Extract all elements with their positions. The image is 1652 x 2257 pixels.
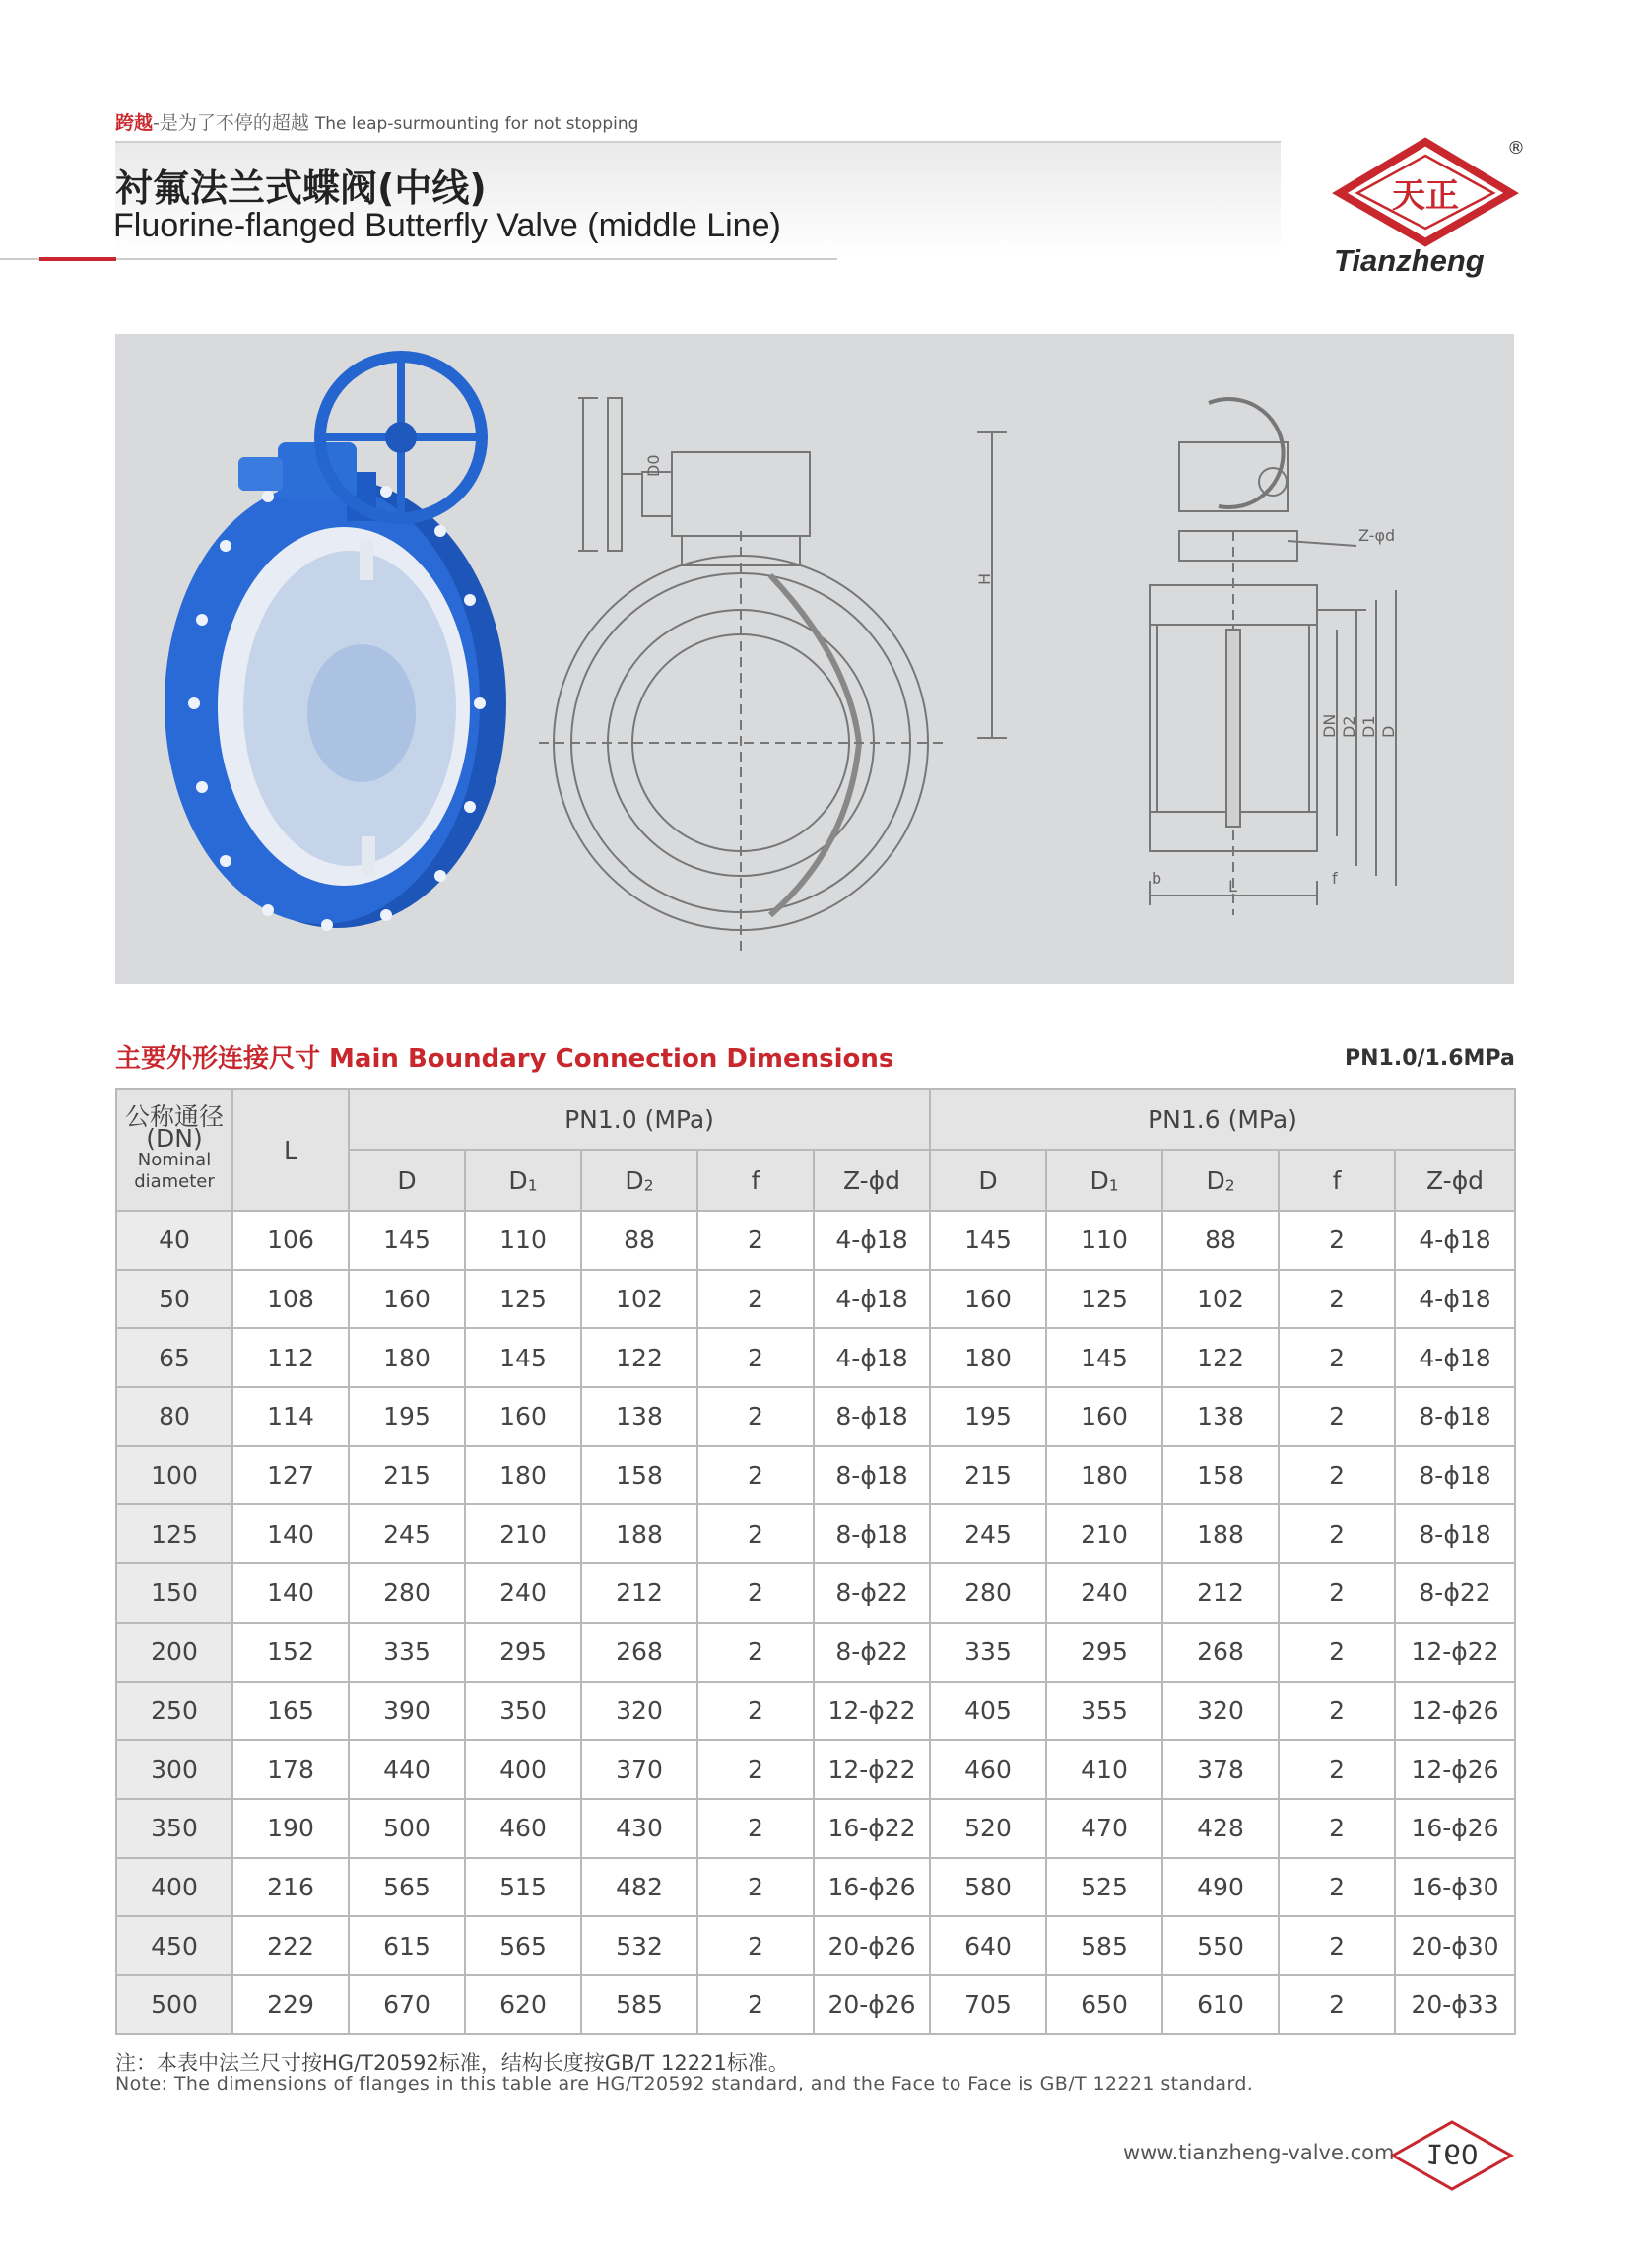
slogan bbox=[115, 108, 638, 135]
table-cell: 160 bbox=[1046, 1387, 1162, 1446]
table-cell: 2 bbox=[697, 1504, 814, 1563]
header-pn16-d2 bbox=[1162, 1150, 1279, 1211]
table-cell: 565 bbox=[349, 1858, 465, 1917]
table-cell: 12-ϕ22 bbox=[814, 1682, 930, 1741]
front-view-drawing bbox=[539, 398, 1007, 955]
label-d2: D2 bbox=[1340, 715, 1358, 738]
table-row bbox=[116, 1623, 1515, 1682]
table-row bbox=[116, 1682, 1515, 1741]
header-pn16-z bbox=[1395, 1150, 1515, 1211]
page-number: 160 bbox=[1425, 2138, 1479, 2170]
table-cell: 88 bbox=[581, 1211, 697, 1270]
table-cell: 195 bbox=[930, 1387, 1046, 1446]
table-row bbox=[116, 1975, 1515, 2034]
table-cell: 2 bbox=[697, 1740, 814, 1799]
table-cell: 355 bbox=[1046, 1682, 1162, 1741]
header-pn10-d1-text: D bbox=[508, 1165, 528, 1195]
table-cell: 268 bbox=[1162, 1623, 1279, 1682]
table-cell: 8-ϕ22 bbox=[814, 1623, 930, 1682]
table-cell: 320 bbox=[581, 1682, 697, 1741]
table-cell: 2 bbox=[1279, 1975, 1395, 2034]
table-cell: 150 bbox=[116, 1563, 232, 1623]
table-cell: 400 bbox=[465, 1740, 581, 1799]
table-cell: 108 bbox=[232, 1270, 349, 1329]
table-cell: 12-ϕ22 bbox=[1395, 1623, 1515, 1682]
table-cell: 8-ϕ22 bbox=[1395, 1563, 1515, 1623]
title-accent bbox=[39, 257, 116, 261]
table-cell: 4-ϕ18 bbox=[1395, 1211, 1515, 1270]
header-l: L bbox=[232, 1089, 349, 1211]
table-cell: 122 bbox=[581, 1328, 697, 1387]
table-cell: 525 bbox=[1046, 1858, 1162, 1917]
table-cell: 16-ϕ26 bbox=[814, 1858, 930, 1917]
table-cell: 180 bbox=[1046, 1446, 1162, 1505]
header-pn16-d1-text: D bbox=[1090, 1165, 1109, 1195]
table-cell: 2 bbox=[1279, 1740, 1395, 1799]
table-cell: 8-ϕ18 bbox=[1395, 1504, 1515, 1563]
label-d0: D0 bbox=[644, 454, 663, 477]
table-cell: 2 bbox=[1279, 1799, 1395, 1858]
table-cell: 8-ϕ18 bbox=[1395, 1387, 1515, 1446]
title-underline bbox=[0, 258, 837, 260]
table-cell: 222 bbox=[232, 1916, 349, 1975]
table-cell: 640 bbox=[930, 1916, 1046, 1975]
table-cell: 190 bbox=[232, 1799, 349, 1858]
page-title-cn: 衬氟法兰式蝶阀(中线) bbox=[115, 166, 487, 210]
table-cell: 335 bbox=[930, 1623, 1046, 1682]
table-cell: 200 bbox=[116, 1623, 232, 1682]
table-cell: 110 bbox=[1046, 1211, 1162, 1270]
header-pn16-z-text: Z-ϕd bbox=[1425, 1165, 1485, 1195]
table-row bbox=[116, 1799, 1515, 1858]
table-cell: 585 bbox=[581, 1975, 697, 2034]
table-cell: 216 bbox=[232, 1858, 349, 1917]
table-cell: 195 bbox=[349, 1387, 465, 1446]
table-cell: 125 bbox=[1046, 1270, 1162, 1329]
header-pn16-d-text: D bbox=[978, 1165, 998, 1195]
table-cell: 295 bbox=[465, 1623, 581, 1682]
registered-mark: ® bbox=[1507, 138, 1525, 159]
table-row bbox=[116, 1328, 1515, 1387]
table-body bbox=[116, 1211, 1515, 2034]
table-cell: 2 bbox=[697, 1975, 814, 2034]
table-cell: 350 bbox=[116, 1799, 232, 1858]
table-cell: 428 bbox=[1162, 1799, 1279, 1858]
table-cell: 145 bbox=[930, 1211, 1046, 1270]
header-pn10-d-text: D bbox=[397, 1165, 417, 1195]
header-pn10-d bbox=[349, 1150, 465, 1211]
table-cell: 16-ϕ22 bbox=[814, 1799, 930, 1858]
table-cell: 240 bbox=[465, 1563, 581, 1623]
table-cell: 20-ϕ26 bbox=[814, 1975, 930, 2034]
table-cell: 482 bbox=[581, 1858, 697, 1917]
slogan-en: The leap-surmounting for not stopping bbox=[314, 114, 639, 134]
header-dn-code: (DN) bbox=[146, 1124, 203, 1153]
table-cell: 2 bbox=[1279, 1682, 1395, 1741]
table-cell: 20-ϕ30 bbox=[1395, 1916, 1515, 1975]
table-cell: 8-ϕ18 bbox=[814, 1446, 930, 1505]
table-cell: 2 bbox=[697, 1916, 814, 1975]
table-cell: 440 bbox=[349, 1740, 465, 1799]
table-cell: 532 bbox=[581, 1916, 697, 1975]
brand-logo bbox=[1332, 136, 1525, 244]
header-dn-en1: Nominal bbox=[137, 1150, 212, 1170]
table-cell: 2 bbox=[1279, 1270, 1395, 1329]
side-view-drawing bbox=[1150, 399, 1398, 915]
table-cell: 80 bbox=[116, 1387, 232, 1446]
table-cell: 20-ϕ26 bbox=[814, 1916, 930, 1975]
header-dn-en2: diameter bbox=[134, 1171, 215, 1192]
table-cell: 370 bbox=[581, 1740, 697, 1799]
table-cell: 188 bbox=[581, 1504, 697, 1563]
header-pn16-d1 bbox=[1046, 1150, 1162, 1211]
table-cell: 410 bbox=[1046, 1740, 1162, 1799]
table-cell: 378 bbox=[1162, 1740, 1279, 1799]
table-cell: 670 bbox=[349, 1975, 465, 2034]
table-cell: 8-ϕ18 bbox=[814, 1504, 930, 1563]
valve-photo bbox=[165, 357, 506, 931]
table-row bbox=[116, 1211, 1515, 1270]
table-cell: 50 bbox=[116, 1270, 232, 1329]
table-cell: 138 bbox=[1162, 1387, 1279, 1446]
table-cell: 138 bbox=[581, 1387, 697, 1446]
header-pn10: PN1.0 (MPa) bbox=[349, 1089, 930, 1150]
table-cell: 8-ϕ18 bbox=[814, 1387, 930, 1446]
table-row bbox=[116, 1858, 1515, 1917]
table-cell: 229 bbox=[232, 1975, 349, 2034]
table-cell: 112 bbox=[232, 1328, 349, 1387]
table-row bbox=[116, 1563, 1515, 1623]
table-cell: 110 bbox=[465, 1211, 581, 1270]
table-cell: 240 bbox=[1046, 1563, 1162, 1623]
header-pn16: PN1.6 (MPa) bbox=[930, 1089, 1515, 1150]
header-pn16-d bbox=[930, 1150, 1046, 1211]
table-cell: 2 bbox=[1279, 1328, 1395, 1387]
table-cell: 430 bbox=[581, 1799, 697, 1858]
header-pn16-d2-subscript: 2 bbox=[1224, 1176, 1235, 1195]
header-pn10-d2-subscript: 2 bbox=[643, 1176, 654, 1195]
table-cell: 500 bbox=[116, 1975, 232, 2034]
table-cell: 405 bbox=[930, 1682, 1046, 1741]
table-cell: 4-ϕ18 bbox=[814, 1270, 930, 1329]
table-cell: 160 bbox=[465, 1387, 581, 1446]
table-cell: 615 bbox=[349, 1916, 465, 1975]
table-cell: 705 bbox=[930, 1975, 1046, 2034]
table-row bbox=[116, 1740, 1515, 1799]
dimensions-table bbox=[115, 1088, 1516, 2035]
table-cell: 2 bbox=[697, 1563, 814, 1623]
table-cell: 145 bbox=[1046, 1328, 1162, 1387]
table-cell: 16-ϕ30 bbox=[1395, 1858, 1515, 1917]
table-cell: 180 bbox=[930, 1328, 1046, 1387]
table-cell: 40 bbox=[116, 1211, 232, 1270]
table-cell: 125 bbox=[116, 1504, 232, 1563]
table-cell: 114 bbox=[232, 1387, 349, 1446]
table-cell: 2 bbox=[697, 1446, 814, 1505]
table-row bbox=[116, 1270, 1515, 1329]
table-cell: 320 bbox=[1162, 1682, 1279, 1741]
table-cell: 300 bbox=[116, 1740, 232, 1799]
table-cell: 268 bbox=[581, 1623, 697, 1682]
table-cell: 2 bbox=[697, 1682, 814, 1741]
product-image-panel bbox=[115, 334, 1514, 984]
table-cell: 2 bbox=[1279, 1446, 1395, 1505]
table-cell: 280 bbox=[349, 1563, 465, 1623]
table-cell: 158 bbox=[581, 1446, 697, 1505]
table-cell: 8-ϕ18 bbox=[1395, 1446, 1515, 1505]
table-cell: 460 bbox=[930, 1740, 1046, 1799]
table-cell: 2 bbox=[1279, 1563, 1395, 1623]
valve-illustrations bbox=[115, 334, 1514, 984]
table-cell: 215 bbox=[349, 1446, 465, 1505]
table-cell: 145 bbox=[465, 1328, 581, 1387]
header-pn10-d1 bbox=[465, 1150, 581, 1211]
header-pn16-d2-text: D bbox=[1206, 1165, 1225, 1195]
table-cell: 580 bbox=[930, 1858, 1046, 1917]
logo-chars: 天正 bbox=[1392, 176, 1459, 216]
header-pn10-z bbox=[814, 1150, 930, 1211]
table-cell: 400 bbox=[116, 1858, 232, 1917]
table-cell: 4-ϕ18 bbox=[814, 1211, 930, 1270]
table-cell: 140 bbox=[232, 1563, 349, 1623]
table-cell: 390 bbox=[349, 1682, 465, 1741]
table-cell: 2 bbox=[697, 1799, 814, 1858]
table-cell: 295 bbox=[1046, 1623, 1162, 1682]
table-cell: 335 bbox=[349, 1623, 465, 1682]
table-row bbox=[116, 1504, 1515, 1563]
table-cell: 160 bbox=[930, 1270, 1046, 1329]
header-dn bbox=[116, 1089, 232, 1211]
slogan-cn: -是为了不停的超越 bbox=[153, 112, 309, 134]
table-cell: 2 bbox=[697, 1858, 814, 1917]
table-cell: 490 bbox=[1162, 1858, 1279, 1917]
table-cell: 2 bbox=[697, 1387, 814, 1446]
table-cell: 650 bbox=[1046, 1975, 1162, 2034]
table-cell: 12-ϕ26 bbox=[1395, 1740, 1515, 1799]
table-row bbox=[116, 1446, 1515, 1505]
note-en: Note: The dimensions of flanges in this table are HG/T20592 standard, and the Face to Face is GB/T 12221 standard. bbox=[115, 2073, 1254, 2094]
table-cell: 450 bbox=[116, 1916, 232, 1975]
table-cell: 245 bbox=[349, 1504, 465, 1563]
header-pn10-z-text: Z-ϕd bbox=[842, 1165, 901, 1195]
table-cell: 2 bbox=[697, 1328, 814, 1387]
table-cell: 145 bbox=[349, 1211, 465, 1270]
table-cell: 178 bbox=[232, 1740, 349, 1799]
brand-name: Tianzheng bbox=[1334, 243, 1485, 278]
table-cell: 102 bbox=[581, 1270, 697, 1329]
table-cell: 180 bbox=[349, 1328, 465, 1387]
header-pn16-f-text: f bbox=[1332, 1165, 1342, 1195]
table-cell: 12-ϕ22 bbox=[814, 1740, 930, 1799]
table-cell: 158 bbox=[1162, 1446, 1279, 1505]
table-cell: 180 bbox=[465, 1446, 581, 1505]
header-pn16-f bbox=[1279, 1150, 1395, 1211]
table-cell: 125 bbox=[465, 1270, 581, 1329]
label-b: b bbox=[1152, 869, 1162, 888]
table-cell: 140 bbox=[232, 1504, 349, 1563]
table-cell: 102 bbox=[1162, 1270, 1279, 1329]
table-cell: 585 bbox=[1046, 1916, 1162, 1975]
table-cell: 2 bbox=[1279, 1858, 1395, 1917]
table-cell: 250 bbox=[116, 1682, 232, 1741]
header-pn10-d1-subscript: 1 bbox=[527, 1176, 538, 1195]
label-f: f bbox=[1332, 869, 1338, 888]
table-row bbox=[116, 1387, 1515, 1446]
label-z-phi-d: Z-φd bbox=[1358, 526, 1396, 545]
header-pn10-d2 bbox=[581, 1150, 697, 1211]
table-cell: 2 bbox=[697, 1270, 814, 1329]
table-cell: 2 bbox=[1279, 1504, 1395, 1563]
label-l: L bbox=[1228, 877, 1237, 896]
table-cell: 212 bbox=[581, 1563, 697, 1623]
table-row bbox=[116, 1916, 1515, 1975]
table-cell: 2 bbox=[1279, 1623, 1395, 1682]
section-title: 主要外形连接尺寸 Main Boundary Connection Dimensions bbox=[115, 1044, 894, 1074]
table-cell: 212 bbox=[1162, 1563, 1279, 1623]
slogan-red: 跨越 bbox=[115, 112, 154, 134]
table-cell: 620 bbox=[465, 1975, 581, 2034]
table-cell: 122 bbox=[1162, 1328, 1279, 1387]
table-cell: 460 bbox=[465, 1799, 581, 1858]
header-pn10-d2-text: D bbox=[625, 1165, 644, 1195]
table-cell: 4-ϕ18 bbox=[1395, 1328, 1515, 1387]
table-cell: 20-ϕ33 bbox=[1395, 1975, 1515, 2034]
table-cell: 2 bbox=[1279, 1211, 1395, 1270]
header-pn16-d1-subscript: 1 bbox=[1108, 1176, 1119, 1195]
pressure-rating: PN1.0/1.6MPa bbox=[1345, 1046, 1515, 1071]
table-cell: 2 bbox=[697, 1211, 814, 1270]
table-cell: 500 bbox=[349, 1799, 465, 1858]
table-cell: 165 bbox=[232, 1682, 349, 1741]
website-link[interactable]: www.tianzheng-valve.com bbox=[1123, 2141, 1395, 2164]
label-d: D bbox=[1379, 725, 1398, 738]
table-cell: 152 bbox=[232, 1623, 349, 1682]
table-cell: 520 bbox=[930, 1799, 1046, 1858]
table-cell: 350 bbox=[465, 1682, 581, 1741]
table-cell: 106 bbox=[232, 1211, 349, 1270]
table-cell: 88 bbox=[1162, 1211, 1279, 1270]
table-cell: 550 bbox=[1162, 1916, 1279, 1975]
table-cell: 565 bbox=[465, 1916, 581, 1975]
table-cell: 515 bbox=[465, 1858, 581, 1917]
table-cell: 280 bbox=[930, 1563, 1046, 1623]
table-cell: 2 bbox=[697, 1623, 814, 1682]
note-cn: 注：本表中法兰尺寸按HG/T20592标准，结构长度按GB/T 12221标准。 bbox=[115, 2051, 789, 2075]
table-cell: 215 bbox=[930, 1446, 1046, 1505]
table-cell: 610 bbox=[1162, 1975, 1279, 2034]
page-title-en: Fluorine-flanged Butterfly Valve (middle Line) bbox=[113, 207, 781, 244]
table-cell: 2 bbox=[1279, 1387, 1395, 1446]
header-dn-cn: 公称通径 bbox=[124, 1102, 224, 1131]
table-cell: 160 bbox=[349, 1270, 465, 1329]
label-dn: DN bbox=[1320, 713, 1339, 738]
header-pn10-f-text: f bbox=[751, 1165, 760, 1195]
table-cell: 12-ϕ26 bbox=[1395, 1682, 1515, 1741]
table-cell: 8-ϕ22 bbox=[814, 1563, 930, 1623]
table-cell: 188 bbox=[1162, 1504, 1279, 1563]
label-h: H bbox=[975, 572, 994, 585]
table-cell: 100 bbox=[116, 1446, 232, 1505]
label-d1: D1 bbox=[1359, 715, 1378, 738]
table-cell: 4-ϕ18 bbox=[1395, 1270, 1515, 1329]
table-cell: 470 bbox=[1046, 1799, 1162, 1858]
table-cell: 210 bbox=[465, 1504, 581, 1563]
header-pn10-f bbox=[697, 1150, 814, 1211]
table-cell: 127 bbox=[232, 1446, 349, 1505]
table-cell: 16-ϕ26 bbox=[1395, 1799, 1515, 1858]
table-cell: 2 bbox=[1279, 1916, 1395, 1975]
table-cell: 210 bbox=[1046, 1504, 1162, 1563]
header-divider bbox=[115, 141, 1281, 143]
table-cell: 245 bbox=[930, 1504, 1046, 1563]
table-cell: 65 bbox=[116, 1328, 232, 1387]
table-cell: 4-ϕ18 bbox=[814, 1328, 930, 1387]
